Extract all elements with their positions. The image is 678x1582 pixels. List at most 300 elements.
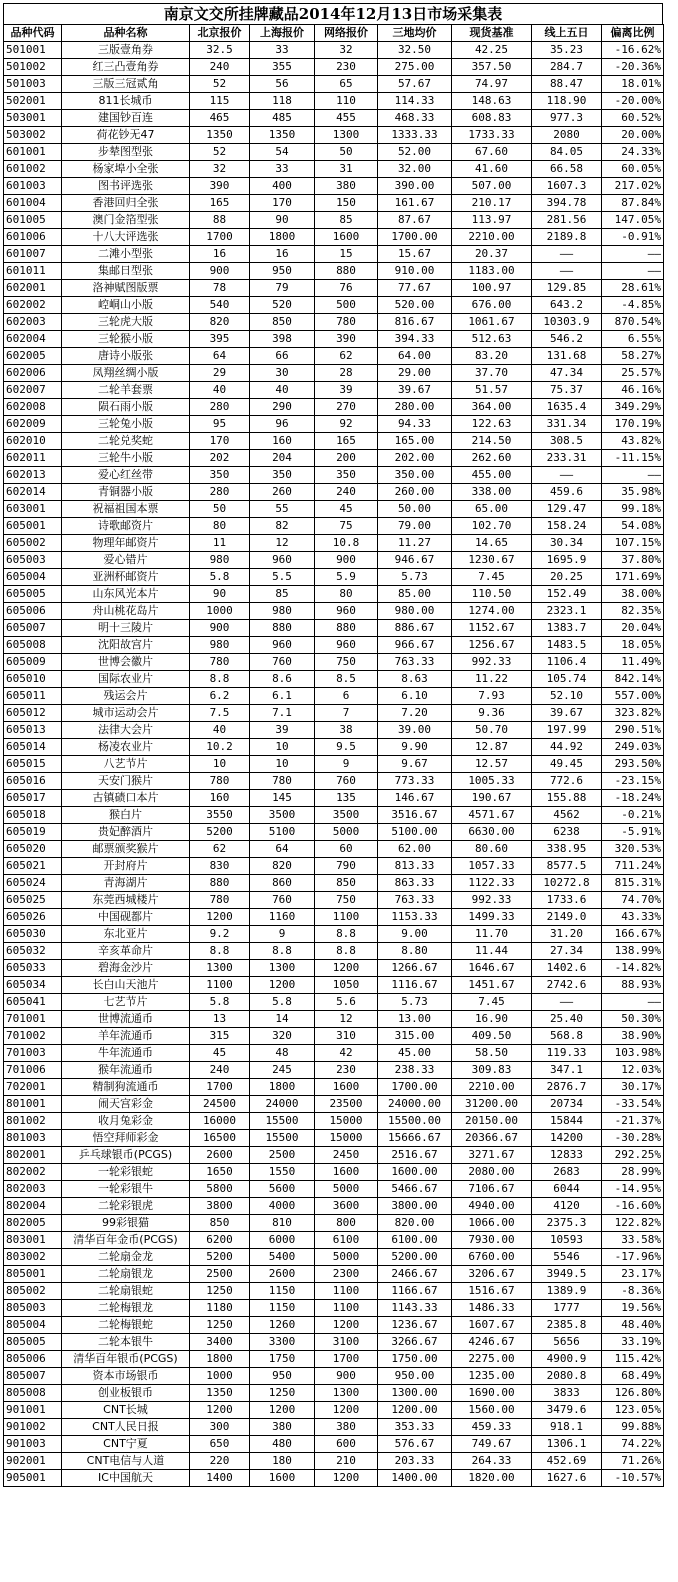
five-day-online-cell: 977.3 bbox=[532, 110, 602, 127]
deviation-ratio-cell: 126.80% bbox=[602, 1385, 664, 1402]
shanghai-price-cell: 82 bbox=[250, 518, 315, 535]
spot-benchmark-cell: 113.97 bbox=[452, 212, 532, 229]
deviation-ratio-cell: 123.05% bbox=[602, 1402, 664, 1419]
table-row bbox=[4, 229, 664, 246]
item-code-cell: 605025 bbox=[4, 892, 62, 909]
online-price-cell: 1300 bbox=[315, 1385, 378, 1402]
five-day-online-cell: 568.8 bbox=[532, 1028, 602, 1045]
five-day-online-cell: 2742.6 bbox=[532, 977, 602, 994]
item-code-cell: 601002 bbox=[4, 161, 62, 178]
item-name-cell: 集邮日型张 bbox=[62, 263, 190, 280]
online-price-cell: 1100 bbox=[315, 1283, 378, 1300]
deviation-ratio-cell: 23.17% bbox=[602, 1266, 664, 1283]
item-code-cell: 501003 bbox=[4, 76, 62, 93]
item-name-cell: 青铜器小版 bbox=[62, 484, 190, 501]
online-price-cell: 5000 bbox=[315, 1249, 378, 1266]
online-price-cell: 3600 bbox=[315, 1198, 378, 1215]
beijing-price-cell: 80 bbox=[190, 518, 250, 535]
beijing-price-cell: 88 bbox=[190, 212, 250, 229]
online-price-cell: 2450 bbox=[315, 1147, 378, 1164]
table-row bbox=[4, 705, 664, 722]
item-code-cell: 803002 bbox=[4, 1249, 62, 1266]
item-code-cell: 905001 bbox=[4, 1470, 62, 1487]
average-price-cell: 863.33 bbox=[378, 875, 452, 892]
spot-benchmark-cell: 2275.00 bbox=[452, 1351, 532, 1368]
beijing-price-cell: 1700 bbox=[190, 229, 250, 246]
average-price-cell: 820.00 bbox=[378, 1215, 452, 1232]
beijing-price-cell: 52 bbox=[190, 144, 250, 161]
item-code-cell: 801003 bbox=[4, 1130, 62, 1147]
five-day-online-cell: 1635.4 bbox=[532, 399, 602, 416]
deviation-ratio-cell: 20.00% bbox=[602, 127, 664, 144]
online-price-cell: 230 bbox=[315, 1062, 378, 1079]
item-name-cell: 创业板银币 bbox=[62, 1385, 190, 1402]
online-price-cell: 200 bbox=[315, 450, 378, 467]
item-name-cell: 811长城币 bbox=[62, 93, 190, 110]
table-row bbox=[4, 994, 664, 1011]
table-row bbox=[4, 739, 664, 756]
five-day-online-cell: 31.20 bbox=[532, 926, 602, 943]
online-price-cell: 1200 bbox=[315, 960, 378, 977]
beijing-price-cell: 1400 bbox=[190, 1470, 250, 1487]
deviation-ratio-cell: 115.42% bbox=[602, 1351, 664, 1368]
spot-benchmark-cell: 264.33 bbox=[452, 1453, 532, 1470]
deviation-ratio-cell: 50.30% bbox=[602, 1011, 664, 1028]
beijing-price-cell: 2500 bbox=[190, 1266, 250, 1283]
beijing-price-cell: 650 bbox=[190, 1436, 250, 1453]
item-name-cell: 东北亚片 bbox=[62, 926, 190, 943]
item-name-cell: 荷花钞无47 bbox=[62, 127, 190, 144]
table-row bbox=[4, 1028, 664, 1045]
shanghai-price-cell: 170 bbox=[250, 195, 315, 212]
item-name-cell: 三轮兔小版 bbox=[62, 416, 190, 433]
item-code-cell: 805002 bbox=[4, 1283, 62, 1300]
spot-benchmark-cell: 65.00 bbox=[452, 501, 532, 518]
item-code-cell: 605026 bbox=[4, 909, 62, 926]
item-code-cell: 602013 bbox=[4, 467, 62, 484]
average-price-cell: 165.00 bbox=[378, 433, 452, 450]
five-day-online-cell: 75.37 bbox=[532, 382, 602, 399]
spot-benchmark-cell: 210.17 bbox=[452, 195, 532, 212]
average-price-cell: 1143.33 bbox=[378, 1300, 452, 1317]
item-code-cell: 805004 bbox=[4, 1317, 62, 1334]
table-row bbox=[4, 535, 664, 552]
table-row bbox=[4, 348, 664, 365]
item-code-cell: 601004 bbox=[4, 195, 62, 212]
shanghai-price-cell: 1800 bbox=[250, 1079, 315, 1096]
item-code-cell: 602001 bbox=[4, 280, 62, 297]
average-price-cell: 1166.67 bbox=[378, 1283, 452, 1300]
shanghai-price-cell: 960 bbox=[250, 637, 315, 654]
deviation-ratio-cell: -33.54% bbox=[602, 1096, 664, 1113]
item-name-cell: 古镇碛口本片 bbox=[62, 790, 190, 807]
item-code-cell: 901001 bbox=[4, 1402, 62, 1419]
five-day-online-cell: —— bbox=[532, 467, 602, 484]
item-code-cell: 901002 bbox=[4, 1419, 62, 1436]
average-price-cell: 87.67 bbox=[378, 212, 452, 229]
item-name-cell: 中国砚都片 bbox=[62, 909, 190, 926]
online-price-cell: 880 bbox=[315, 263, 378, 280]
shanghai-price-cell: 118 bbox=[250, 93, 315, 110]
five-day-online-cell: 8577.5 bbox=[532, 858, 602, 875]
item-name-cell: 二轮扇银龙 bbox=[62, 1266, 190, 1283]
spot-benchmark-cell: 1061.67 bbox=[452, 314, 532, 331]
five-day-online-cell: 2149.0 bbox=[532, 909, 602, 926]
table-row bbox=[4, 909, 664, 926]
online-price-cell: 780 bbox=[315, 314, 378, 331]
average-price-cell: 260.00 bbox=[378, 484, 452, 501]
item-name-cell: 天安门猴片 bbox=[62, 773, 190, 790]
online-price-cell: 880 bbox=[315, 620, 378, 637]
five-day-online-cell: 14200 bbox=[532, 1130, 602, 1147]
item-name-cell: 二轮彩银虎 bbox=[62, 1198, 190, 1215]
online-price-cell: 850 bbox=[315, 875, 378, 892]
beijing-price-cell: 1350 bbox=[190, 127, 250, 144]
deviation-ratio-cell: 320.53% bbox=[602, 841, 664, 858]
item-name-cell: 牛年流通币 bbox=[62, 1045, 190, 1062]
average-price-cell: 946.67 bbox=[378, 552, 452, 569]
item-code-cell: 901003 bbox=[4, 1436, 62, 1453]
online-price-cell: 1300 bbox=[315, 127, 378, 144]
five-day-online-cell: 129.85 bbox=[532, 280, 602, 297]
item-name-cell: 长白山天池片 bbox=[62, 977, 190, 994]
beijing-price-cell: 52 bbox=[190, 76, 250, 93]
beijing-price-cell: 11 bbox=[190, 535, 250, 552]
shanghai-price-cell: 39 bbox=[250, 722, 315, 739]
spot-benchmark-cell: 122.63 bbox=[452, 416, 532, 433]
five-day-online-cell: 44.92 bbox=[532, 739, 602, 756]
deviation-ratio-cell: 842.14% bbox=[602, 671, 664, 688]
average-price-cell: 2466.67 bbox=[378, 1266, 452, 1283]
five-day-online-cell: 20734 bbox=[532, 1096, 602, 1113]
col-code-header: 品种代码 bbox=[4, 25, 62, 42]
item-name-cell: 东莞西城楼片 bbox=[62, 892, 190, 909]
item-code-cell: 602002 bbox=[4, 297, 62, 314]
beijing-price-cell: 1350 bbox=[190, 1385, 250, 1402]
average-price-cell: 966.67 bbox=[378, 637, 452, 654]
online-price-cell: 85 bbox=[315, 212, 378, 229]
item-name-cell: 凤翔丝绸小版 bbox=[62, 365, 190, 382]
item-code-cell: 802001 bbox=[4, 1147, 62, 1164]
average-price-cell: 763.33 bbox=[378, 892, 452, 909]
beijing-price-cell: 780 bbox=[190, 892, 250, 909]
shanghai-price-cell: 950 bbox=[250, 1368, 315, 1385]
average-price-cell: 9.00 bbox=[378, 926, 452, 943]
spot-benchmark-cell: 20150.00 bbox=[452, 1113, 532, 1130]
item-code-cell: 503002 bbox=[4, 127, 62, 144]
beijing-price-cell: 50 bbox=[190, 501, 250, 518]
item-code-cell: 605018 bbox=[4, 807, 62, 824]
five-day-online-cell: 1777 bbox=[532, 1300, 602, 1317]
beijing-price-cell: 2600 bbox=[190, 1147, 250, 1164]
average-price-cell: 390.00 bbox=[378, 178, 452, 195]
item-name-cell: 杨凌农业片 bbox=[62, 739, 190, 756]
item-name-cell: 诗歌邮资片 bbox=[62, 518, 190, 535]
shanghai-price-cell: 3500 bbox=[250, 807, 315, 824]
spot-benchmark-cell: 1183.00 bbox=[452, 263, 532, 280]
online-price-cell: 1100 bbox=[315, 909, 378, 926]
deviation-ratio-cell: 46.16% bbox=[602, 382, 664, 399]
deviation-ratio-cell: 249.03% bbox=[602, 739, 664, 756]
table-row bbox=[4, 841, 664, 858]
shanghai-price-cell: 1600 bbox=[250, 1470, 315, 1487]
item-code-cell: 605005 bbox=[4, 586, 62, 603]
deviation-ratio-cell: 20.04% bbox=[602, 620, 664, 637]
item-code-cell: 805005 bbox=[4, 1334, 62, 1351]
online-price-cell: 1200 bbox=[315, 1402, 378, 1419]
five-day-online-cell: 118.90 bbox=[532, 93, 602, 110]
table-row bbox=[4, 960, 664, 977]
item-code-cell: 605030 bbox=[4, 926, 62, 943]
col-shanghai-header: 上海报价 bbox=[250, 25, 315, 42]
item-name-cell: 一轮彩银牛 bbox=[62, 1181, 190, 1198]
item-name-cell: 唐诗小版张 bbox=[62, 348, 190, 365]
beijing-price-cell: 1300 bbox=[190, 960, 250, 977]
spot-benchmark-cell: 7106.67 bbox=[452, 1181, 532, 1198]
online-price-cell: 8.5 bbox=[315, 671, 378, 688]
five-day-online-cell: 5656 bbox=[532, 1334, 602, 1351]
item-name-cell: 三版壹角券 bbox=[62, 42, 190, 59]
five-day-online-cell: 66.58 bbox=[532, 161, 602, 178]
shanghai-price-cell: 485 bbox=[250, 110, 315, 127]
online-price-cell: 6100 bbox=[315, 1232, 378, 1249]
beijing-price-cell: 10.2 bbox=[190, 739, 250, 756]
beijing-price-cell: 8.8 bbox=[190, 943, 250, 960]
deviation-ratio-cell: 28.99% bbox=[602, 1164, 664, 1181]
spot-benchmark-cell: 1820.00 bbox=[452, 1470, 532, 1487]
online-price-cell: 8.8 bbox=[315, 943, 378, 960]
average-price-cell: 6.10 bbox=[378, 688, 452, 705]
spot-benchmark-cell: 102.70 bbox=[452, 518, 532, 535]
average-price-cell: 886.67 bbox=[378, 620, 452, 637]
shanghai-price-cell: 15500 bbox=[250, 1113, 315, 1130]
item-name-cell: 红三凸壹角券 bbox=[62, 59, 190, 76]
average-price-cell: 202.00 bbox=[378, 450, 452, 467]
online-price-cell: 310 bbox=[315, 1028, 378, 1045]
five-day-online-cell: —— bbox=[532, 994, 602, 1011]
average-price-cell: 1200.00 bbox=[378, 1402, 452, 1419]
item-code-cell: 602005 bbox=[4, 348, 62, 365]
five-day-online-cell: 1733.6 bbox=[532, 892, 602, 909]
five-day-online-cell: 25.40 bbox=[532, 1011, 602, 1028]
item-name-cell: 开封府片 bbox=[62, 858, 190, 875]
beijing-price-cell: 830 bbox=[190, 858, 250, 875]
online-price-cell: 1100 bbox=[315, 1300, 378, 1317]
shanghai-price-cell: 1200 bbox=[250, 977, 315, 994]
online-price-cell: 9.5 bbox=[315, 739, 378, 756]
average-price-cell: 1700.00 bbox=[378, 229, 452, 246]
online-price-cell: 800 bbox=[315, 1215, 378, 1232]
five-day-online-cell: 3479.6 bbox=[532, 1402, 602, 1419]
shanghai-price-cell: 48 bbox=[250, 1045, 315, 1062]
shanghai-price-cell: 1150 bbox=[250, 1300, 315, 1317]
five-day-online-cell: 155.88 bbox=[532, 790, 602, 807]
deviation-ratio-cell: -16.60% bbox=[602, 1198, 664, 1215]
shanghai-price-cell: 40 bbox=[250, 382, 315, 399]
table-row bbox=[4, 110, 664, 127]
item-code-cell: 701002 bbox=[4, 1028, 62, 1045]
shanghai-price-cell: 1550 bbox=[250, 1164, 315, 1181]
table-row bbox=[4, 127, 664, 144]
table-row bbox=[4, 93, 664, 110]
five-day-online-cell: 308.5 bbox=[532, 433, 602, 450]
item-code-cell: 503001 bbox=[4, 110, 62, 127]
item-name-cell: 十八大评选张 bbox=[62, 229, 190, 246]
item-name-cell: 99彩银猫 bbox=[62, 1215, 190, 1232]
shanghai-price-cell: 6.1 bbox=[250, 688, 315, 705]
table-row bbox=[4, 671, 664, 688]
online-price-cell: 165 bbox=[315, 433, 378, 450]
item-code-cell: 605034 bbox=[4, 977, 62, 994]
item-name-cell: 二轮本银牛 bbox=[62, 1334, 190, 1351]
spot-benchmark-cell: 4940.00 bbox=[452, 1198, 532, 1215]
beijing-price-cell: 16 bbox=[190, 246, 250, 263]
item-name-cell: CNT电信与人道 bbox=[62, 1453, 190, 1470]
beijing-price-cell: 32 bbox=[190, 161, 250, 178]
item-code-cell: 602011 bbox=[4, 450, 62, 467]
item-code-cell: 701006 bbox=[4, 1062, 62, 1079]
deviation-ratio-cell: -14.82% bbox=[602, 960, 664, 977]
five-day-online-cell: —— bbox=[532, 263, 602, 280]
shanghai-price-cell: 5.8 bbox=[250, 994, 315, 1011]
item-name-cell: 杨家埠小全张 bbox=[62, 161, 190, 178]
item-name-cell: 二轮羊套票 bbox=[62, 382, 190, 399]
deviation-ratio-cell: -11.15% bbox=[602, 450, 664, 467]
five-day-online-cell: 2385.8 bbox=[532, 1317, 602, 1334]
average-price-cell: 9.67 bbox=[378, 756, 452, 773]
shanghai-price-cell: 350 bbox=[250, 467, 315, 484]
table-row bbox=[4, 59, 664, 76]
item-name-cell: CNT长城 bbox=[62, 1402, 190, 1419]
table-row bbox=[4, 450, 664, 467]
spot-benchmark-cell: 262.60 bbox=[452, 450, 532, 467]
table-row bbox=[4, 178, 664, 195]
item-code-cell: 805001 bbox=[4, 1266, 62, 1283]
item-code-cell: 602004 bbox=[4, 331, 62, 348]
item-code-cell: 501001 bbox=[4, 42, 62, 59]
item-name-cell: 步辇图型张 bbox=[62, 144, 190, 161]
item-code-cell: 805007 bbox=[4, 1368, 62, 1385]
item-name-cell: 贵妃醉酒片 bbox=[62, 824, 190, 841]
average-price-cell: 275.00 bbox=[378, 59, 452, 76]
beijing-price-cell: 5200 bbox=[190, 824, 250, 841]
item-code-cell: 605014 bbox=[4, 739, 62, 756]
online-price-cell: 32 bbox=[315, 42, 378, 59]
shanghai-price-cell: 5100 bbox=[250, 824, 315, 841]
deviation-ratio-cell: -23.15% bbox=[602, 773, 664, 790]
table-row bbox=[4, 773, 664, 790]
beijing-price-cell: 5.8 bbox=[190, 994, 250, 1011]
item-code-cell: 902001 bbox=[4, 1453, 62, 1470]
average-price-cell: 350.00 bbox=[378, 467, 452, 484]
deviation-ratio-cell: 103.98% bbox=[602, 1045, 664, 1062]
item-name-cell: 法律大会片 bbox=[62, 722, 190, 739]
deviation-ratio-cell: 68.49% bbox=[602, 1368, 664, 1385]
item-code-cell: 501002 bbox=[4, 59, 62, 76]
online-price-cell: 380 bbox=[315, 178, 378, 195]
shanghai-price-cell: 398 bbox=[250, 331, 315, 348]
beijing-price-cell: 170 bbox=[190, 433, 250, 450]
shanghai-price-cell: 760 bbox=[250, 892, 315, 909]
col-name-header: 品种名称 bbox=[62, 25, 190, 42]
deviation-ratio-cell: 122.82% bbox=[602, 1215, 664, 1232]
item-code-cell: 605032 bbox=[4, 943, 62, 960]
online-price-cell: 500 bbox=[315, 297, 378, 314]
beijing-price-cell: 850 bbox=[190, 1215, 250, 1232]
shanghai-price-cell: 15500 bbox=[250, 1130, 315, 1147]
shanghai-price-cell: 290 bbox=[250, 399, 315, 416]
beijing-price-cell: 900 bbox=[190, 620, 250, 637]
item-code-cell: 605003 bbox=[4, 552, 62, 569]
beijing-price-cell: 3800 bbox=[190, 1198, 250, 1215]
average-price-cell: 315.00 bbox=[378, 1028, 452, 1045]
beijing-price-cell: 7.5 bbox=[190, 705, 250, 722]
spot-benchmark-cell: 14.65 bbox=[452, 535, 532, 552]
average-price-cell: 3266.67 bbox=[378, 1334, 452, 1351]
table-row bbox=[4, 1062, 664, 1079]
table-body bbox=[4, 42, 664, 1487]
item-name-cell: 三轮牛小版 bbox=[62, 450, 190, 467]
spot-benchmark-cell: 7.45 bbox=[452, 994, 532, 1011]
five-day-online-cell: 10303.9 bbox=[532, 314, 602, 331]
beijing-price-cell: 8.8 bbox=[190, 671, 250, 688]
average-price-cell: 45.00 bbox=[378, 1045, 452, 1062]
table-row bbox=[4, 1334, 664, 1351]
average-price-cell: 520.00 bbox=[378, 297, 452, 314]
online-price-cell: 75 bbox=[315, 518, 378, 535]
table-row bbox=[4, 42, 664, 59]
beijing-price-cell: 780 bbox=[190, 654, 250, 671]
five-day-online-cell: 12833 bbox=[532, 1147, 602, 1164]
item-code-cell: 602009 bbox=[4, 416, 62, 433]
item-name-cell: 清华百年银币(PCGS) bbox=[62, 1351, 190, 1368]
beijing-price-cell: 5.8 bbox=[190, 569, 250, 586]
shanghai-price-cell: 7.1 bbox=[250, 705, 315, 722]
deviation-ratio-cell: -20.36% bbox=[602, 59, 664, 76]
deviation-ratio-cell: 30.17% bbox=[602, 1079, 664, 1096]
col-online-header: 网络报价 bbox=[315, 25, 378, 42]
shanghai-price-cell: 810 bbox=[250, 1215, 315, 1232]
average-price-cell: 1153.33 bbox=[378, 909, 452, 926]
deviation-ratio-cell: 815.31% bbox=[602, 875, 664, 892]
item-code-cell: 605007 bbox=[4, 620, 62, 637]
deviation-ratio-cell: -10.57% bbox=[602, 1470, 664, 1487]
deviation-ratio-cell: 60.52% bbox=[602, 110, 664, 127]
beijing-price-cell: 90 bbox=[190, 586, 250, 603]
average-price-cell: 1700.00 bbox=[378, 1079, 452, 1096]
online-price-cell: 380 bbox=[315, 1419, 378, 1436]
shanghai-price-cell: 16 bbox=[250, 246, 315, 263]
deviation-ratio-cell: 170.19% bbox=[602, 416, 664, 433]
deviation-ratio-cell: 33.58% bbox=[602, 1232, 664, 1249]
online-price-cell: 600 bbox=[315, 1436, 378, 1453]
shanghai-price-cell: 1750 bbox=[250, 1351, 315, 1368]
spot-benchmark-cell: 409.50 bbox=[452, 1028, 532, 1045]
deviation-ratio-cell: —— bbox=[602, 246, 664, 263]
five-day-online-cell: 47.34 bbox=[532, 365, 602, 382]
item-code-cell: 803001 bbox=[4, 1232, 62, 1249]
spot-benchmark-cell: 1646.67 bbox=[452, 960, 532, 977]
spot-benchmark-cell: 749.67 bbox=[452, 1436, 532, 1453]
online-price-cell: 150 bbox=[315, 195, 378, 212]
spot-benchmark-cell: 58.50 bbox=[452, 1045, 532, 1062]
five-day-online-cell: 10272.8 bbox=[532, 875, 602, 892]
beijing-price-cell: 165 bbox=[190, 195, 250, 212]
item-name-cell: 沈阳故宫片 bbox=[62, 637, 190, 654]
deviation-ratio-cell: -16.62% bbox=[602, 42, 664, 59]
table-row bbox=[4, 416, 664, 433]
shanghai-price-cell: 2600 bbox=[250, 1266, 315, 1283]
